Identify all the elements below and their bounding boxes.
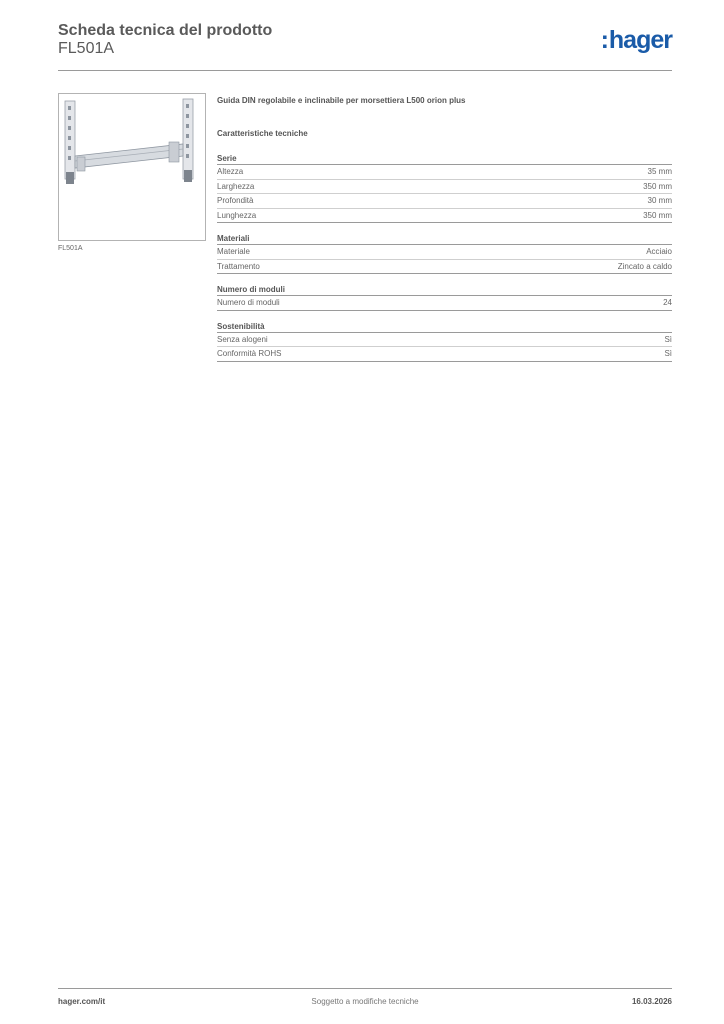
spec-row: [217, 194, 672, 209]
group-title: Serie: [217, 152, 672, 165]
spec-value: 30 mm: [647, 196, 672, 205]
page-footer: [58, 988, 672, 1006]
footer-date: 16.03.2026: [631, 997, 672, 1006]
spec-label: Senza alogeni: [217, 334, 268, 344]
din-rail-illustration: [59, 94, 205, 240]
spec-label: Larghezza: [217, 181, 255, 191]
image-caption: FL501A: [58, 245, 83, 252]
tech-section-title: Caratteristiche tecniche: [217, 129, 308, 138]
product-description: Guida DIN regolabile e inclinabile per morsettiera L500 orion plus: [217, 96, 466, 105]
spec-row: [217, 347, 672, 362]
product-image: [58, 93, 206, 241]
spec-label: Conformità ROHS: [217, 349, 282, 358]
spec-value: Sì: [664, 349, 672, 358]
spec-label: Profondità: [217, 196, 254, 205]
footer-website-link[interactable]: hager.com/it: [58, 997, 106, 1006]
footer-notice: Soggetto a modifiche tecniche: [311, 997, 419, 1006]
spec-label: Materiale: [217, 247, 250, 256]
spec-label: Trattamento: [217, 261, 260, 271]
spec-group-serie: [217, 152, 672, 223]
spec-value: 35 mm: [647, 167, 672, 176]
spec-row: [217, 245, 672, 260]
spec-row: [217, 180, 672, 195]
page-header: [58, 20, 672, 71]
document-title: Scheda tecnica del prodotto: [58, 22, 273, 39]
spec-label: Numero di moduli: [217, 298, 280, 307]
spec-value: Acciaio: [646, 247, 672, 256]
spec-group-materiali: [217, 232, 672, 274]
group-title: Sostenibilità: [217, 320, 672, 333]
spec-value: Zincato a caldo: [617, 261, 672, 271]
product-code: FL501A: [58, 40, 115, 57]
hager-logo: :hager: [600, 26, 672, 54]
spec-value: 24: [663, 298, 672, 307]
spec-row: [217, 260, 672, 275]
spec-row: [217, 296, 672, 311]
spec-value: 350 mm: [643, 181, 672, 191]
logo-text: hager: [608, 26, 672, 54]
group-title: Materiali: [217, 232, 672, 245]
spec-label: Lunghezza: [217, 210, 257, 220]
spec-row: [217, 165, 672, 180]
spec-content: [217, 96, 672, 371]
spec-group-sostenibilita: [217, 320, 672, 362]
spec-row: [217, 333, 672, 348]
spec-value: Sì: [664, 334, 672, 344]
spec-value: 350 mm: [643, 210, 672, 220]
spec-label: Altezza: [217, 167, 244, 176]
spec-group-moduli: [217, 283, 672, 311]
spec-row: [217, 209, 672, 224]
group-title: Numero di moduli: [217, 283, 672, 296]
